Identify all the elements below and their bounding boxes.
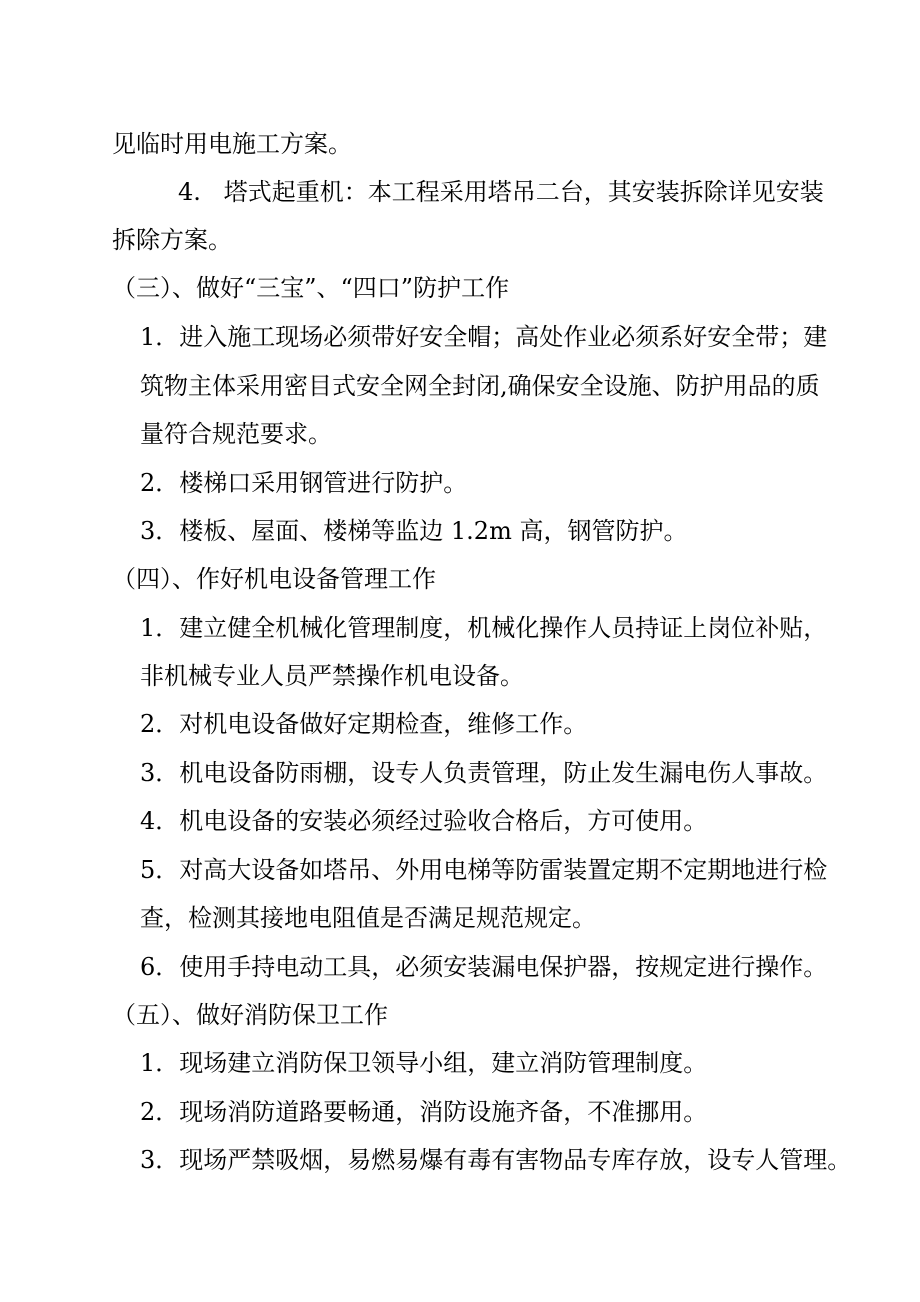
text-line: 2．现场消防道路要畅通，消防设施齐备，不准挪用。 bbox=[140, 1098, 708, 1126]
text-line: 4．机电设备的安装必须经过验收合格后，方可使用。 bbox=[140, 807, 708, 835]
text-line: 6．使用手持电动工具，必须安装漏电保护器，按规定进行操作。 bbox=[140, 953, 828, 981]
text-line: 2．楼梯口采用钢管进行防护。 bbox=[140, 469, 468, 497]
text-line: 2．对机电设备做好定期检查，维修工作。 bbox=[140, 710, 588, 738]
text-line: 1．现场建立消防保卫领导小组，建立消防管理制度。 bbox=[140, 1049, 708, 1077]
text-line: 5．对高大设备如塔吊、外用电梯等防雷装置定期不定期地进行检 bbox=[140, 856, 828, 884]
text-line: 筑物主体采用密目式安全网全封闭,确保安全设施、防护用品的质 bbox=[140, 372, 820, 400]
text-line: 见临时用电施工方案。 bbox=[112, 130, 352, 158]
text-line: 3．机电设备防雨棚，设专人负责管理，防止发生漏电伤人事故。 bbox=[140, 759, 828, 787]
section-heading: （三）、做好“三宝”、“四口”防护工作 bbox=[112, 274, 510, 302]
text-line: 1．建立健全机械化管理制度，机械化操作人员持证上岗位补贴， bbox=[140, 614, 828, 642]
text-line: 4. 塔式起重机：本工程采用塔吊二台，其安装拆除详见安装 bbox=[178, 178, 824, 206]
text-line: 非机械专业人员严禁操作机电设备。 bbox=[140, 662, 524, 690]
section-heading: （四）、作好机电设备管理工作 bbox=[112, 565, 436, 593]
text-line: 量符合规范要求。 bbox=[140, 420, 332, 448]
text-line: 拆除方案。 bbox=[112, 226, 232, 254]
text-line: 3．楼板、屋面、楼梯等监边 1.2m 高，钢管防护。 bbox=[140, 517, 688, 545]
section-heading: （五）、做好消防保卫工作 bbox=[112, 1001, 388, 1029]
text-line: 查，检测其接地电阻值是否满足规范规定。 bbox=[140, 904, 596, 932]
text-line: 1．进入施工现场必须带好安全帽；高处作业必须系好安全带；建 bbox=[140, 323, 828, 351]
text-line: 3．现场严禁吸烟，易燃易爆有毒有害物品专库存放，设专人管理。 bbox=[140, 1146, 852, 1174]
